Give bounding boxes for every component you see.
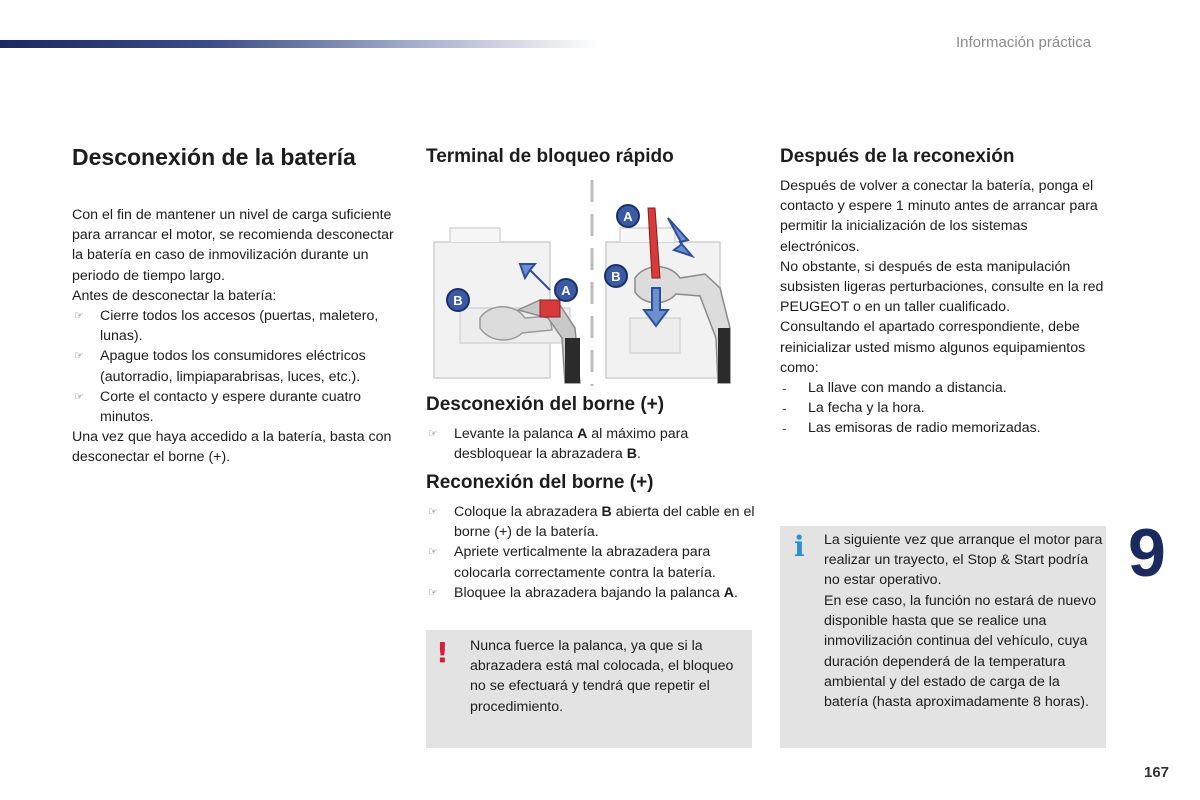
column-battery-disconnect [72, 144, 394, 468]
column-quick-release [426, 146, 756, 168]
reconnect-section [426, 472, 756, 603]
info-text-2: En ese caso, la función no estará de nuevo disponible hasta que se realice una inmovilización continua del vehículo, cuya duración dependerá de la temperatura ambiental y del estado de carga de la batería (hasta aproximadamente 8 horas). [824, 593, 1097, 711]
warning-box [426, 630, 752, 748]
pointer-icon: ☞ [428, 546, 438, 559]
label-b-left [447, 289, 469, 311]
pointer-icon: ☞ [74, 390, 84, 403]
column-after-reconnect [780, 146, 1106, 439]
svg-text:A: A [623, 209, 633, 224]
list-item: ☞ Apague todos los consumidores eléctricos (autorradio, limpiaparabrisas, luces, etc.). [74, 348, 366, 385]
section-title-quick-release: Terminal de bloqueo rápido [426, 146, 674, 167]
outro-paragraph: Una vez que haya accedido a la batería, basta con desconectar el borne (+). [72, 429, 392, 466]
pointer-icon: ☞ [428, 586, 438, 599]
after-paragraph-3: Consultando el apartado correspondiente, debe reinicializar usted mismo algunos equipamientos como: [780, 319, 1086, 376]
section-name: Información práctica [956, 34, 1092, 51]
list-item: ☞ Levante la palanca A al máximo para desbloquear la abrazadera B. [428, 426, 689, 463]
info-box [780, 526, 1106, 748]
label-a-left [555, 279, 577, 301]
svg-text:B: B [453, 293, 463, 308]
section-title-after: Después de la reconexión [780, 146, 1015, 167]
list-item: - La llave con mando a distancia. [782, 380, 1007, 397]
chapter-number: 9 [1128, 515, 1166, 591]
pointer-icon: ☞ [74, 310, 84, 323]
list-item: ☞ Corte el contacto y espere durante cuatro minutos. [74, 388, 362, 426]
section-title-disconnect: Desconexión del borne (+) [426, 394, 665, 415]
page-title: Desconexión de la batería [72, 144, 356, 170]
battery-terminal-illustration [430, 178, 744, 388]
warning-icon: ! [436, 636, 449, 669]
reconnect-steps [426, 502, 756, 603]
battery-right-drawing [606, 208, 730, 383]
list-item: ☞ Apriete verticalmente la abrazadera para colocarla correctamente contra la batería. [428, 544, 716, 581]
label-a-right [617, 205, 639, 227]
disconnect-section [426, 394, 756, 464]
before-label: Antes de desconectar la batería: [72, 287, 277, 304]
svg-text:A: A [561, 283, 571, 298]
svg-text:B: B [611, 269, 621, 284]
page-number: 167 [1144, 764, 1170, 781]
intro-paragraph: Con el fin de mantener un nivel de carga suficiente para arrancar el motor, se recomienda desconectar la batería en caso de inmovilización durante un periodo de tiempo largo. [72, 207, 394, 284]
pointer-icon: ☞ [428, 506, 438, 518]
pointer-icon: ☞ [74, 350, 84, 363]
list-item: ☞ Coloque la abrazadera B abierta del cable en el borne (+) de la batería. [428, 504, 755, 541]
list-item: - Las emisoras de radio memorizadas. [782, 420, 1041, 437]
header-gradient-bar [0, 40, 600, 48]
info-text-1: La siguiente vez que arranque el motor para realizar un trayecto, el Stop & Start podría no estar operativo. [824, 532, 1103, 589]
steps-list [72, 306, 394, 427]
warning-text: Nunca fuerce la palanca, ya que si la abrazadera está mal colocada, el bloqueo no se efectuará y tendrá que repetir el procedimiento. [470, 638, 734, 715]
after-paragraph-1: Después de volver a conectar la batería, ponga el contacto y espere 1 minuto antes de arrancar para permitir la inicialización de los sistemas electrónicos. [780, 178, 1098, 255]
section-title-reconnect: Reconexión del borne (+) [426, 472, 654, 493]
reset-items-list [780, 378, 1106, 439]
list-item: ☞ Bloquee la abrazadera bajando la palanca A. [426, 583, 756, 603]
list-item: - La fecha y la hora. [782, 400, 925, 417]
label-b-right [605, 265, 627, 287]
disconnect-steps [426, 424, 756, 464]
after-paragraph-2: No obstante, si después de esta manipulación subsisten ligeras perturbaciones, consulte en la red PEUGEOT o en un taller cualificado. [780, 258, 1104, 316]
info-icon: i [794, 530, 805, 563]
pointer-icon: ☞ [428, 428, 438, 440]
list-item: ☞ Cierre todos los accesos (puertas, maletero, lunas). [74, 308, 379, 345]
